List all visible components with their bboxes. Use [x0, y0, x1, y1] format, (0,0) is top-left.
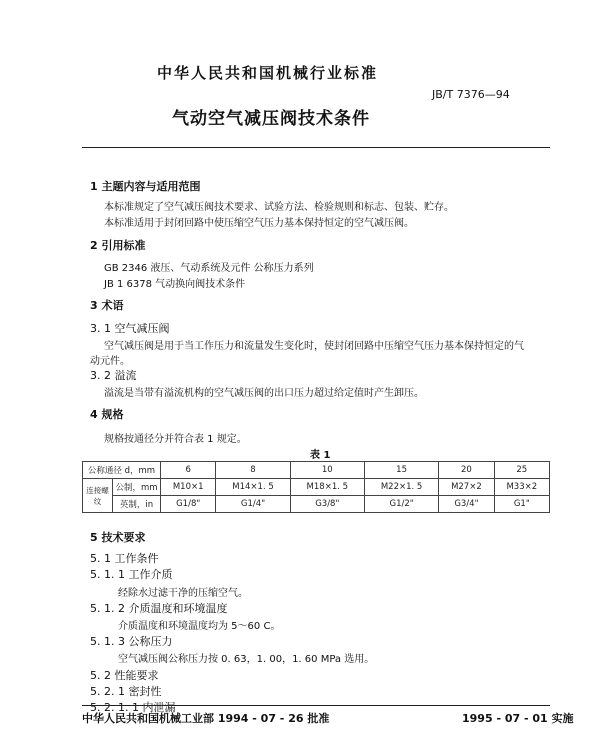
table-cell: 15 [364, 462, 438, 479]
item-5-2: 5. 2 性能要求 [90, 669, 159, 682]
table-cell: M22×1. 5 [364, 479, 438, 496]
term-3-2-para-1: 溢流是当带有溢流机构的空气减压阀的出口压力超过给定值时产生卸压。 [104, 388, 424, 399]
item-5-1-3-text: 空气减压阀公称压力按 0. 63，1. 00，1. 60 MPa 选用。 [118, 654, 375, 665]
reference-1: GB 2346 液压、气动系统及元件 公称压力系列 [104, 263, 314, 274]
item-5-2-1: 5. 2. 1 密封性 [90, 685, 162, 698]
section-3-heading: 3 术语 [90, 299, 124, 312]
table-row [83, 479, 550, 496]
term-3-1-para-2: 动元件。 [90, 356, 130, 367]
item-5-2-1-1: 5. 2. 1. 1 内泄漏 [90, 701, 176, 714]
item-5-1-1-text: 经除水过滤干净的压缩空气。 [118, 588, 248, 599]
table-cell: 25 [494, 462, 549, 479]
item-5-1-3: 5. 1. 3 公称压力 [90, 635, 173, 648]
item-5-1-2-text: 介质温度和环境温度均为 5～60 C。 [118, 621, 281, 632]
term-3-1-para-1: 空气减压阀是用于当工作压力和流量发生变化时，使封闭回路中压缩空气压力基本保持恒定的气 [104, 341, 524, 352]
section-4-heading: 4 规格 [90, 408, 124, 421]
table-cell: G1/4" [216, 496, 290, 513]
table-cell: G3/4" [439, 496, 494, 513]
term-3-1-title: 3. 1 空气减压阀 [90, 322, 170, 335]
table-caption: 表 1 [310, 450, 331, 461]
section-2-heading: 2 引用标准 [90, 239, 146, 252]
section-1-para-1: 本标准规定了空气减压阀技术要求、试验方法、检验规则和标志、包装、贮存。 [104, 202, 454, 213]
table-cell: M27×2 [439, 479, 494, 496]
item-5-1-2: 5. 1. 2 介质温度和环境温度 [90, 602, 228, 615]
table-row [83, 496, 550, 513]
table-cell: G1/2" [364, 496, 438, 513]
document-title: 气动空气减压阀技术条件 [172, 109, 370, 129]
table-cell: 20 [439, 462, 494, 479]
table-cell: M14×1. 5 [216, 479, 290, 496]
table-cell: 10 [290, 462, 364, 479]
item-5-1: 5. 1 工作条件 [90, 552, 159, 565]
approval-date: 中华人民共和国机械工业部 1994 - 07 - 26 批准 [82, 712, 330, 725]
row-label-metric: 公制，mm [113, 479, 161, 496]
section-1-heading: 1 主题内容与适用范围 [90, 180, 201, 193]
table-cell: G1/8" [161, 496, 216, 513]
effective-date: 1995 - 07 - 01 实施 [462, 712, 574, 725]
term-3-2-title: 3. 2 溢流 [90, 369, 137, 382]
spec-table [82, 461, 550, 513]
table-cell: 8 [216, 462, 290, 479]
section-4-para: 规格按通径分并符合表 1 规定。 [104, 434, 247, 445]
table-row [83, 462, 550, 479]
row-label-bore: 公称通径 d，mm [83, 462, 161, 479]
table-cell: M33×2 [494, 479, 549, 496]
table-cell: G3/8" [290, 496, 364, 513]
section-1-para-2: 本标准适用于封闭回路中使压缩空气压力基本保持恒定的空气减压阀。 [104, 218, 414, 229]
row-group-thread: 连接螺纹 [83, 479, 113, 513]
table-cell: M10×1 [161, 479, 216, 496]
table-cell: 6 [161, 462, 216, 479]
org-title: 中华人民共和国机械行业标准 [157, 64, 379, 82]
header-divider [82, 147, 550, 148]
footer-divider [82, 705, 550, 706]
item-5-1-1: 5. 1. 1 工作介质 [90, 568, 173, 581]
table-cell: G1" [494, 496, 549, 513]
reference-2: JB 1 6378 气动换向阀技术条件 [104, 279, 246, 290]
standard-number: JB/T 7376—94 [432, 88, 510, 101]
row-label-imperial: 英制，in [113, 496, 161, 513]
table-cell: M18×1. 5 [290, 479, 364, 496]
section-5-heading: 5 技术要求 [90, 531, 146, 544]
